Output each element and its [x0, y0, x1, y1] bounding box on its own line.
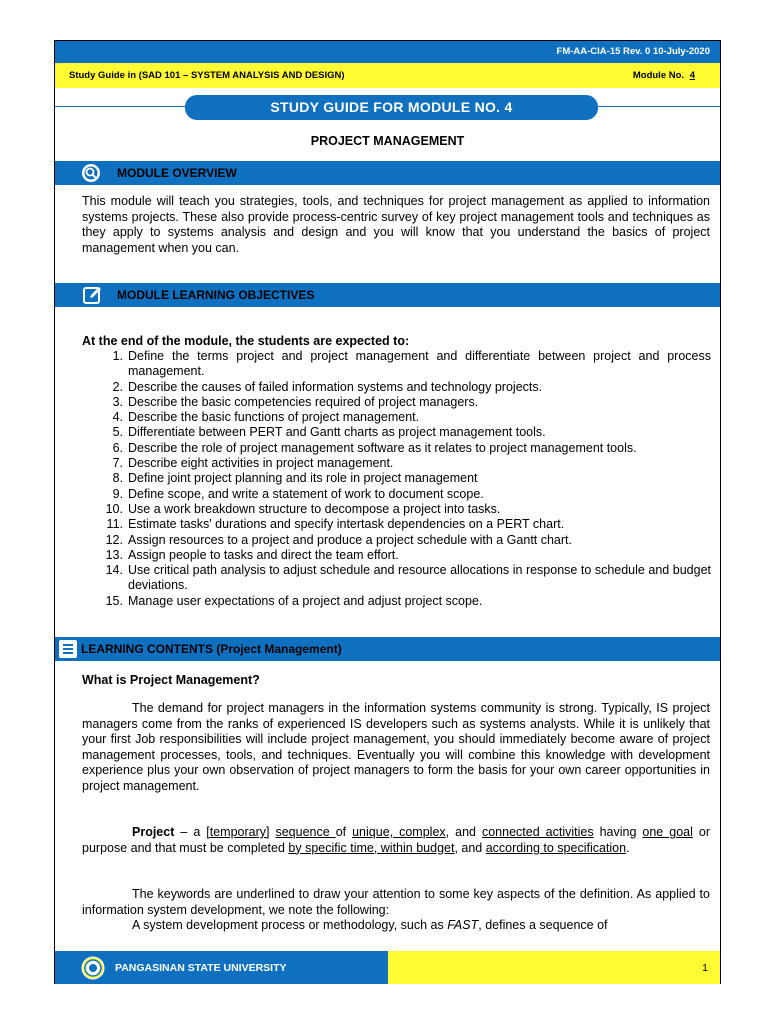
objectives-intro: At the end of the module, the students are expected to:	[82, 334, 410, 348]
objective-number: 4.	[112, 410, 123, 425]
objective-item	[101, 441, 711, 456]
objective-number: 6.	[112, 440, 123, 455]
pencil-edit-icon	[83, 285, 103, 305]
form-code-bar	[55, 41, 720, 63]
objective-number: 15.	[105, 593, 123, 608]
objective-text: Use critical path analysis to adjust schedule and resource allocations in response to schedule and budget deviations.	[128, 563, 711, 593]
objective-text: Assign resources to a project and produce a project schedule with a Gantt chart.	[128, 532, 572, 547]
objective-text: Estimate tasks' durations and specify intertask dependencies on a PERT chart.	[128, 517, 565, 532]
def-text: – a	[174, 825, 207, 839]
footer-page	[388, 951, 720, 984]
objective-item	[101, 395, 711, 410]
objective-item	[101, 487, 711, 502]
objective-number: 8.	[112, 471, 123, 486]
content-paragraph-1: The demand for project managers in the information systems community is strong. Typically, IS project managers come from the ranks of experienced IS developers such as systems analysts. While it is unlikely that your first Job responsibilities will include project management, you should immediately become aware of project management processes, tools, and techniques. Eventually you will combine this knowledge with development experience plus your own observation of project managers to form the basis for your own career opportunities in project management.	[82, 701, 710, 793]
objective-item	[101, 548, 711, 563]
objectives-list	[101, 349, 711, 609]
def-text: having	[593, 825, 643, 839]
objective-text: Assign people to tasks and direct the team effort.	[128, 547, 399, 562]
def-text: .	[626, 840, 630, 855]
objective-text: Describe the basic functions of project management.	[128, 410, 420, 425]
objective-text: Describe eight activities in project management.	[128, 456, 394, 471]
objective-item	[101, 349, 711, 380]
objective-item	[101, 471, 711, 486]
objective-number: 14.	[105, 563, 123, 578]
university-name: PANGASINAN STATE UNIVERSITY	[115, 962, 287, 974]
project-definition	[82, 825, 710, 856]
content-paragraph-3: The keywords are underlined to draw your attention to some key aspects of the definition. As applied to information system development, we note the following:	[82, 887, 710, 917]
def-text: , and	[445, 825, 482, 839]
learning-contents-bar	[55, 637, 720, 661]
def-underline: sequence	[275, 825, 336, 839]
objective-number: 1.	[112, 349, 123, 363]
objective-item	[101, 533, 711, 548]
overview-text: This module will teach you strategies, tools, and techniques for project management as applied to information systems projects. These also provide process-centric survey of key project management tools and techniques as they apply to systems analysis and design and you will know that you understand the basics of project management when you can.	[82, 194, 710, 255]
objective-item	[101, 563, 711, 594]
learning-objectives-bar	[55, 283, 720, 307]
document-icon	[58, 639, 78, 659]
objective-number: 11.	[106, 517, 123, 532]
magnifier-icon	[81, 163, 101, 183]
def-underline: unique, complex	[352, 825, 446, 839]
def-underline: one goal	[642, 825, 693, 839]
objective-text: Define scope, and write a statement of work to document scope.	[128, 486, 484, 501]
module-number	[633, 70, 698, 81]
module-overview-bar	[55, 161, 720, 185]
objective-item	[101, 456, 711, 471]
content-paragraph-4	[82, 918, 710, 934]
guide-title: STUDY GUIDE FOR MODULE NO. 4	[185, 95, 598, 120]
page-title: PROJECT MANAGEMENT	[310, 134, 465, 148]
module-overview-heading: MODULE OVERVIEW	[117, 166, 237, 180]
objective-text: Describe the causes of failed information systems and technology projects.	[128, 379, 543, 394]
para4-start: A system development process or methodology, such as	[132, 918, 448, 932]
objective-item	[101, 594, 711, 609]
objective-item	[101, 517, 711, 532]
objective-number: 12.	[105, 532, 123, 547]
def-underline: [temporary]	[206, 825, 270, 839]
objective-text: Differentiate between PERT and Gantt charts as project management tools.	[128, 425, 546, 440]
objective-item	[101, 425, 711, 440]
objective-text: Manage user expectations of a project and adjust project scope.	[128, 593, 483, 608]
learning-objectives-heading: MODULE LEARNING OBJECTIVES	[117, 288, 315, 302]
objective-number: 10.	[105, 501, 123, 516]
page-frame	[54, 40, 721, 984]
objective-number: 13.	[105, 547, 123, 562]
objective-item	[101, 380, 711, 395]
def-underline: connected activities	[481, 825, 594, 839]
page-number: 1	[702, 962, 708, 974]
form-code: FM-AA-CIA-15 Rev. 0 10-July-2020	[556, 46, 710, 57]
objective-number: 3.	[112, 394, 123, 409]
module-no-value: 4	[689, 70, 695, 81]
study-guide-bar	[55, 63, 720, 88]
objective-text: Describe the basic competencies required of project managers.	[128, 394, 479, 409]
def-underline: according to specification	[485, 840, 627, 855]
objective-number: 2.	[112, 379, 123, 394]
objective-number: 7.	[112, 456, 123, 471]
learning-contents-heading: LEARNING CONTENTS (Project Management)	[81, 642, 342, 656]
module-no-label: Module No.	[632, 70, 685, 81]
objective-text: Describe the role of project management software as it relates to project management tools.	[128, 440, 637, 455]
question-heading: What is Project Management?	[82, 673, 260, 687]
objective-item	[101, 410, 711, 425]
definition-term: Project	[132, 825, 175, 839]
def-text: of	[335, 825, 353, 839]
objective-text: Use a work breakdown structure to decompose a project into tasks.	[128, 501, 501, 516]
study-guide-label: Study Guide in (SAD 101 – SYSTEM ANALYSIS AND DESIGN)	[69, 70, 345, 81]
para4-end: , defines a sequence of	[478, 918, 608, 932]
def-text: , and	[454, 840, 486, 855]
objective-number: 5.	[112, 425, 123, 440]
footer-university	[55, 951, 388, 984]
objective-number: 9.	[112, 486, 123, 501]
objective-text: Define the terms project and project management and differentiate between project and process management.	[128, 349, 711, 379]
university-seal-icon	[81, 956, 105, 980]
para4-emphasis: FAST	[447, 918, 479, 932]
def-text: or purpose and that must be completed	[82, 825, 710, 855]
objective-item	[101, 502, 711, 517]
def-underline: by specific time, within budget	[288, 840, 455, 855]
objective-text: Define joint project planning and its role in project management	[128, 471, 478, 486]
